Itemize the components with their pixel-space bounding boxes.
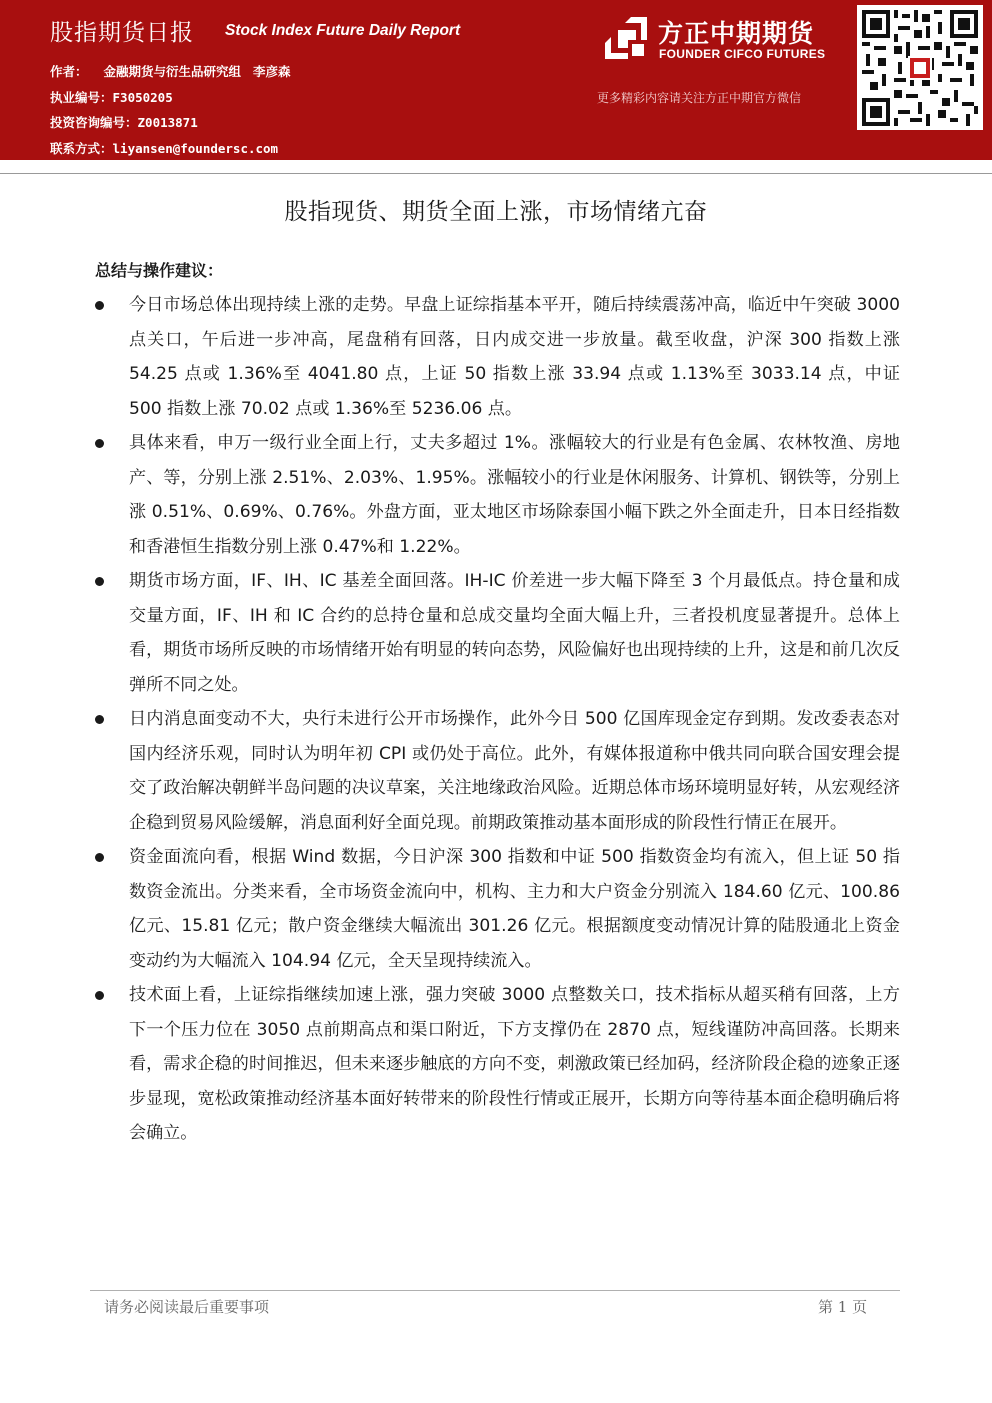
bullet-dot-icon — [95, 853, 104, 862]
consult-label: 投资咨询编号： — [50, 115, 138, 130]
logo-english-name: FOUNDER CIFCO FUTURES — [659, 47, 826, 61]
qr-code[interactable] — [857, 5, 983, 130]
list-item-text: 日内消息面变动不大，央行未进行公开市场操作，此外今日 500 亿国库现金定存到期。发改委表态对国内经济乐观，同时认为明年初 CPI 或仍处于高位。此外，有媒体报道称中俄共同向联合国安理会提交了政治解决朝鲜半岛问题的决议草案，关注地缘政治风险。近期总体市场环境明显好转，从宏观经济企稳到贸易风险缓解，消息面利好全面兑现。前期政策推动基本面形成的阶段性行情正在展开。 — [129, 709, 900, 833]
meta-contact — [50, 139, 278, 157]
summary-list — [90, 288, 900, 1151]
header-divider — [0, 173, 992, 174]
consult-value: Z0013871 — [137, 115, 198, 130]
footer-divider — [90, 1290, 900, 1291]
list-item — [90, 702, 900, 840]
license-value: F3050205 — [112, 90, 173, 105]
qr-code-icon — [862, 10, 978, 126]
wechat-note: 更多精彩内容请关注方正中期官方微信 — [597, 91, 802, 105]
report-subtitle: Stock Index Future Daily Report — [225, 22, 461, 39]
author-group: 金融期货与衍生品研究组 — [103, 64, 242, 79]
contact-email[interactable]: liyansen@foundersc.com — [112, 141, 279, 156]
meta-author — [50, 62, 291, 80]
logo-chinese-name: 方正中期期货 — [658, 19, 815, 48]
list-item-text: 期货市场方面，IF、IH、IC 基差全面回落。IH-IC 价差进一步大幅下降至 3 个月最低点。持仓量和成交量方面，IF、IH 和 IC 合约的总持仓量和总成交量均全面大幅上升，三者投机度显著提升。总体上看，期货市场所反映的市场情绪开始有明显的转向态势，风险偏好也出现持续的上升，这是和前几次反弹所不同之处。 — [129, 571, 900, 695]
page-title: 股指现货、期货全面上涨，市场情绪亢奋 — [284, 199, 708, 225]
list-item — [90, 564, 900, 702]
report-header — [0, 0, 992, 160]
logo-mark-icon — [602, 14, 650, 62]
bullet-dot-icon — [95, 715, 104, 724]
license-label: 执业编号： — [50, 90, 113, 105]
author-label: 作者： — [50, 64, 88, 79]
page-number: 第 1 页 — [818, 1298, 868, 1316]
list-item — [90, 426, 900, 564]
list-item — [90, 978, 900, 1151]
contact-label: 联系方式： — [50, 141, 113, 156]
bullet-dot-icon — [95, 991, 104, 1000]
list-item-text: 今日市场总体出现持续上涨的走势。早盘上证综指基本平开，随后持续震荡冲高，临近中午突破 3000 点关口，午后进一步冲高，尾盘稍有回落，日内成交进一步放量。截至收盘，沪深 300 指数上涨 54.25 点或 1.36%至 4041.80 点，上证 50 指数上涨 33.94 点或 1.13%至 3033.14 点，中证 500 指数上涨 70.02 点或 1.36%至 5236.06 点。 — [129, 295, 900, 419]
footer-notice: 请务必阅读最后重要事项 — [104, 1298, 270, 1316]
bullet-dot-icon — [95, 439, 104, 448]
list-item-text: 技术面上看，上证综指继续加速上涨，强力突破 3000 点整数关口，技术指标从超买稍有回落，上方下一个压力位在 3050 点前期高点和渠口附近，下方支撑仍在 2870 点，短线谨防冲高回落。长期来看，需求企稳的时间推迟，但未来逐步触底的方向不变，刺激政策已经加码，经济阶段企稳的迹象正逐步显现，宽松政策推动经济基本面好转带来的阶段性行情或正展开，长期方向等待基本面企稳明确后将会确立。 — [129, 985, 900, 1143]
company-logo — [602, 14, 852, 64]
list-item-text: 资金面流向看，根据 Wind 数据，今日沪深 300 指数和中证 500 指数资金均有流入，但上证 50 指数资金流出。分类来看，全市场资金流向中，机构、主力和大户资金分别流入 184.60 亿元、100.86 亿元、15.81 亿元；散户资金继续大幅流出 301.26 亿元。根据额度变动情况计算的陆股通北上资金变动约为大幅流入 104.94 亿元，全天呈现持续流入。 — [129, 847, 900, 971]
report-title: 股指期货日报 — [50, 20, 194, 46]
list-item-text: 具体来看，申万一级行业全面上行，丈夫多超过 1%。涨幅较大的行业是有色金属、农林牧渔、房地产、等，分别上涨 2.51%、2.03%、1.95%。涨幅较小的行业是休闲服务、计算机、钢铁等，分别上涨 0.51%、0.69%、0.76%。外盘方面，亚太地区市场除泰国小幅下跌之外全面走升，日本日经指数和香港恒生指数分别上涨 0.47%和 1.22%。 — [129, 433, 900, 557]
meta-consult — [50, 113, 198, 131]
list-item — [90, 840, 900, 978]
meta-license — [50, 88, 173, 106]
bullet-dot-icon — [95, 301, 104, 310]
author-name: 李彦森 — [253, 64, 291, 79]
list-item — [90, 288, 900, 426]
section-heading: 总结与操作建议： — [95, 261, 224, 280]
bullet-dot-icon — [95, 577, 104, 586]
